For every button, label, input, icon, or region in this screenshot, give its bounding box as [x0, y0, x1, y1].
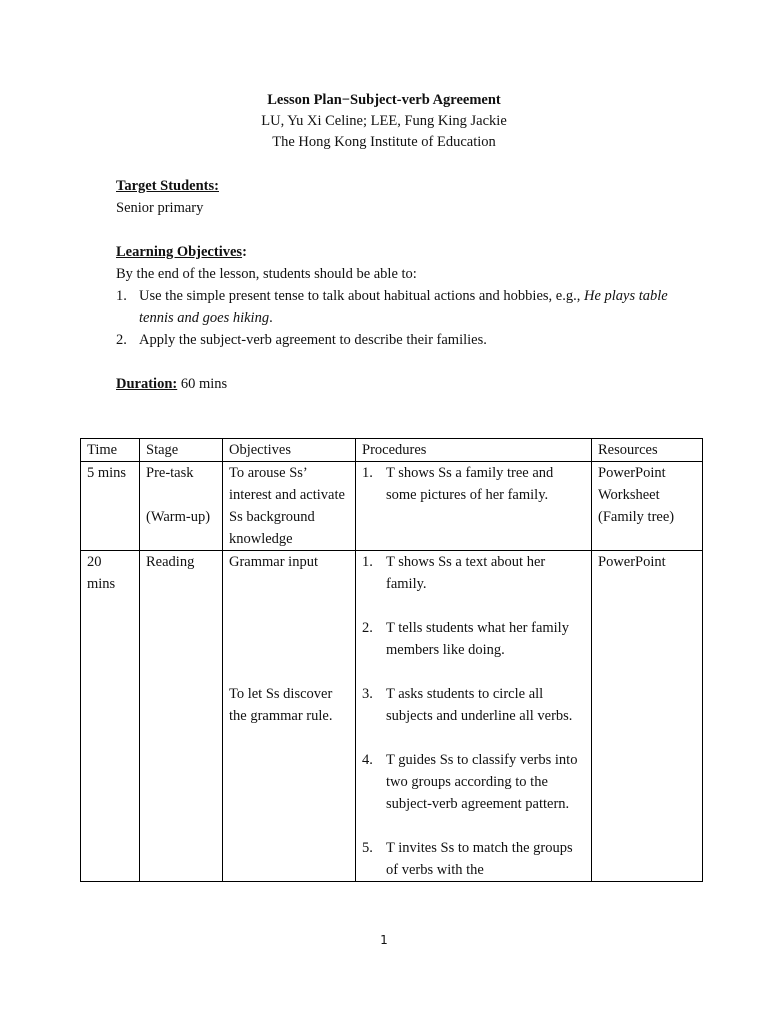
target-students-value: Senior primary — [116, 200, 204, 216]
procedure-item — [362, 551, 585, 595]
stage-note: (Warm-up) — [146, 509, 211, 525]
resources-cell — [592, 462, 703, 551]
page-number: 1 — [380, 933, 388, 947]
table-row — [81, 551, 703, 882]
procedures-cell — [356, 551, 592, 882]
procedure-number: 5. — [362, 840, 373, 856]
time-cell: 5 mins — [81, 462, 140, 551]
resource-item: Worksheet — [598, 487, 660, 503]
resource-item: (Family tree) — [598, 509, 675, 525]
procedure-number: 3. — [362, 686, 373, 702]
objective-item — [116, 329, 676, 351]
column-header-objectives: Objectives — [223, 439, 356, 462]
procedure-item — [362, 462, 585, 506]
objective-grammar-input: Grammar input — [229, 554, 318, 570]
table-header-row — [81, 439, 703, 462]
table-row — [81, 462, 703, 551]
learning-objectives-heading: Learning Objectives — [116, 244, 243, 260]
duration-heading: Duration: — [116, 376, 178, 392]
column-header-stage: Stage — [140, 439, 223, 462]
objective-item — [116, 285, 676, 329]
authors: LU, Yu Xi Celine; LEE, Fung King Jackie — [261, 113, 507, 129]
learning-objectives-section — [116, 241, 676, 351]
objective-text: Use the simple present tense to talk about habitual actions and hobbies, e.g., — [139, 288, 584, 304]
learning-objectives-heading-line — [116, 241, 676, 263]
procedure-item — [362, 617, 585, 661]
objectives-cell: To arouse Ss’ interest and activate Ss background knowledge — [223, 462, 356, 551]
procedure-item — [362, 683, 585, 727]
procedure-text: T guides Ss to classify verbs into two groups according to the subject-verb agreement pattern. — [386, 752, 578, 812]
duration-section — [116, 373, 676, 395]
lesson-plan-table — [80, 438, 703, 882]
procedure-list — [362, 462, 585, 506]
stage-cell — [140, 462, 223, 551]
procedure-item — [362, 749, 585, 815]
procedure-text: T shows Ss a family tree and some pictures of her family. — [386, 465, 554, 503]
target-students-section — [116, 175, 676, 219]
procedure-number: 1. — [362, 554, 373, 570]
objective-end: . — [269, 310, 273, 326]
procedure-number: 1. — [362, 465, 373, 481]
column-header-time: Time — [81, 439, 140, 462]
stage-cell: Reading — [140, 551, 223, 882]
procedure-number: 2. — [362, 620, 373, 636]
procedure-text: T invites Ss to match the groups of verbs with the — [386, 840, 573, 878]
column-header-resources: Resources — [592, 439, 703, 462]
resources-cell: PowerPoint — [592, 551, 703, 882]
procedure-text: T asks students to circle all subjects and underline all verbs. — [386, 686, 573, 724]
objective-discover-rule: To let Ss discover the grammar rule. — [229, 686, 333, 724]
document-header — [0, 90, 768, 153]
objective-number: 2. — [116, 332, 127, 348]
duration-value: 60 mins — [177, 376, 228, 392]
stage-name: Pre-task — [146, 465, 194, 481]
objective-text: Apply the subject-verb agreement to describe their families. — [139, 332, 487, 348]
procedure-text: T shows Ss a text about her family. — [386, 554, 546, 592]
procedure-number: 4. — [362, 752, 373, 768]
objective-example: He plays table tennis and goes hiking — [139, 288, 668, 326]
document-title: Lesson Plan−Subject-verb Agreement — [267, 92, 501, 108]
time-cell: 20 mins — [81, 551, 140, 882]
target-students-heading: Target Students: — [116, 178, 219, 194]
learning-objectives-intro: By the end of the lesson, students should be able to: — [116, 266, 417, 282]
objectives-cell — [223, 551, 356, 882]
learning-objectives-list — [116, 285, 676, 351]
resource-item: PowerPoint — [598, 465, 666, 481]
institution: The Hong Kong Institute of Education — [272, 134, 496, 150]
procedure-list — [362, 551, 585, 881]
procedures-cell — [356, 462, 592, 551]
procedure-item — [362, 837, 585, 881]
objective-number: 1. — [116, 288, 127, 304]
column-header-procedures: Procedures — [356, 439, 592, 462]
procedure-text: T tells students what her family members like doing. — [386, 620, 569, 658]
learning-objectives-colon: : — [242, 244, 247, 260]
